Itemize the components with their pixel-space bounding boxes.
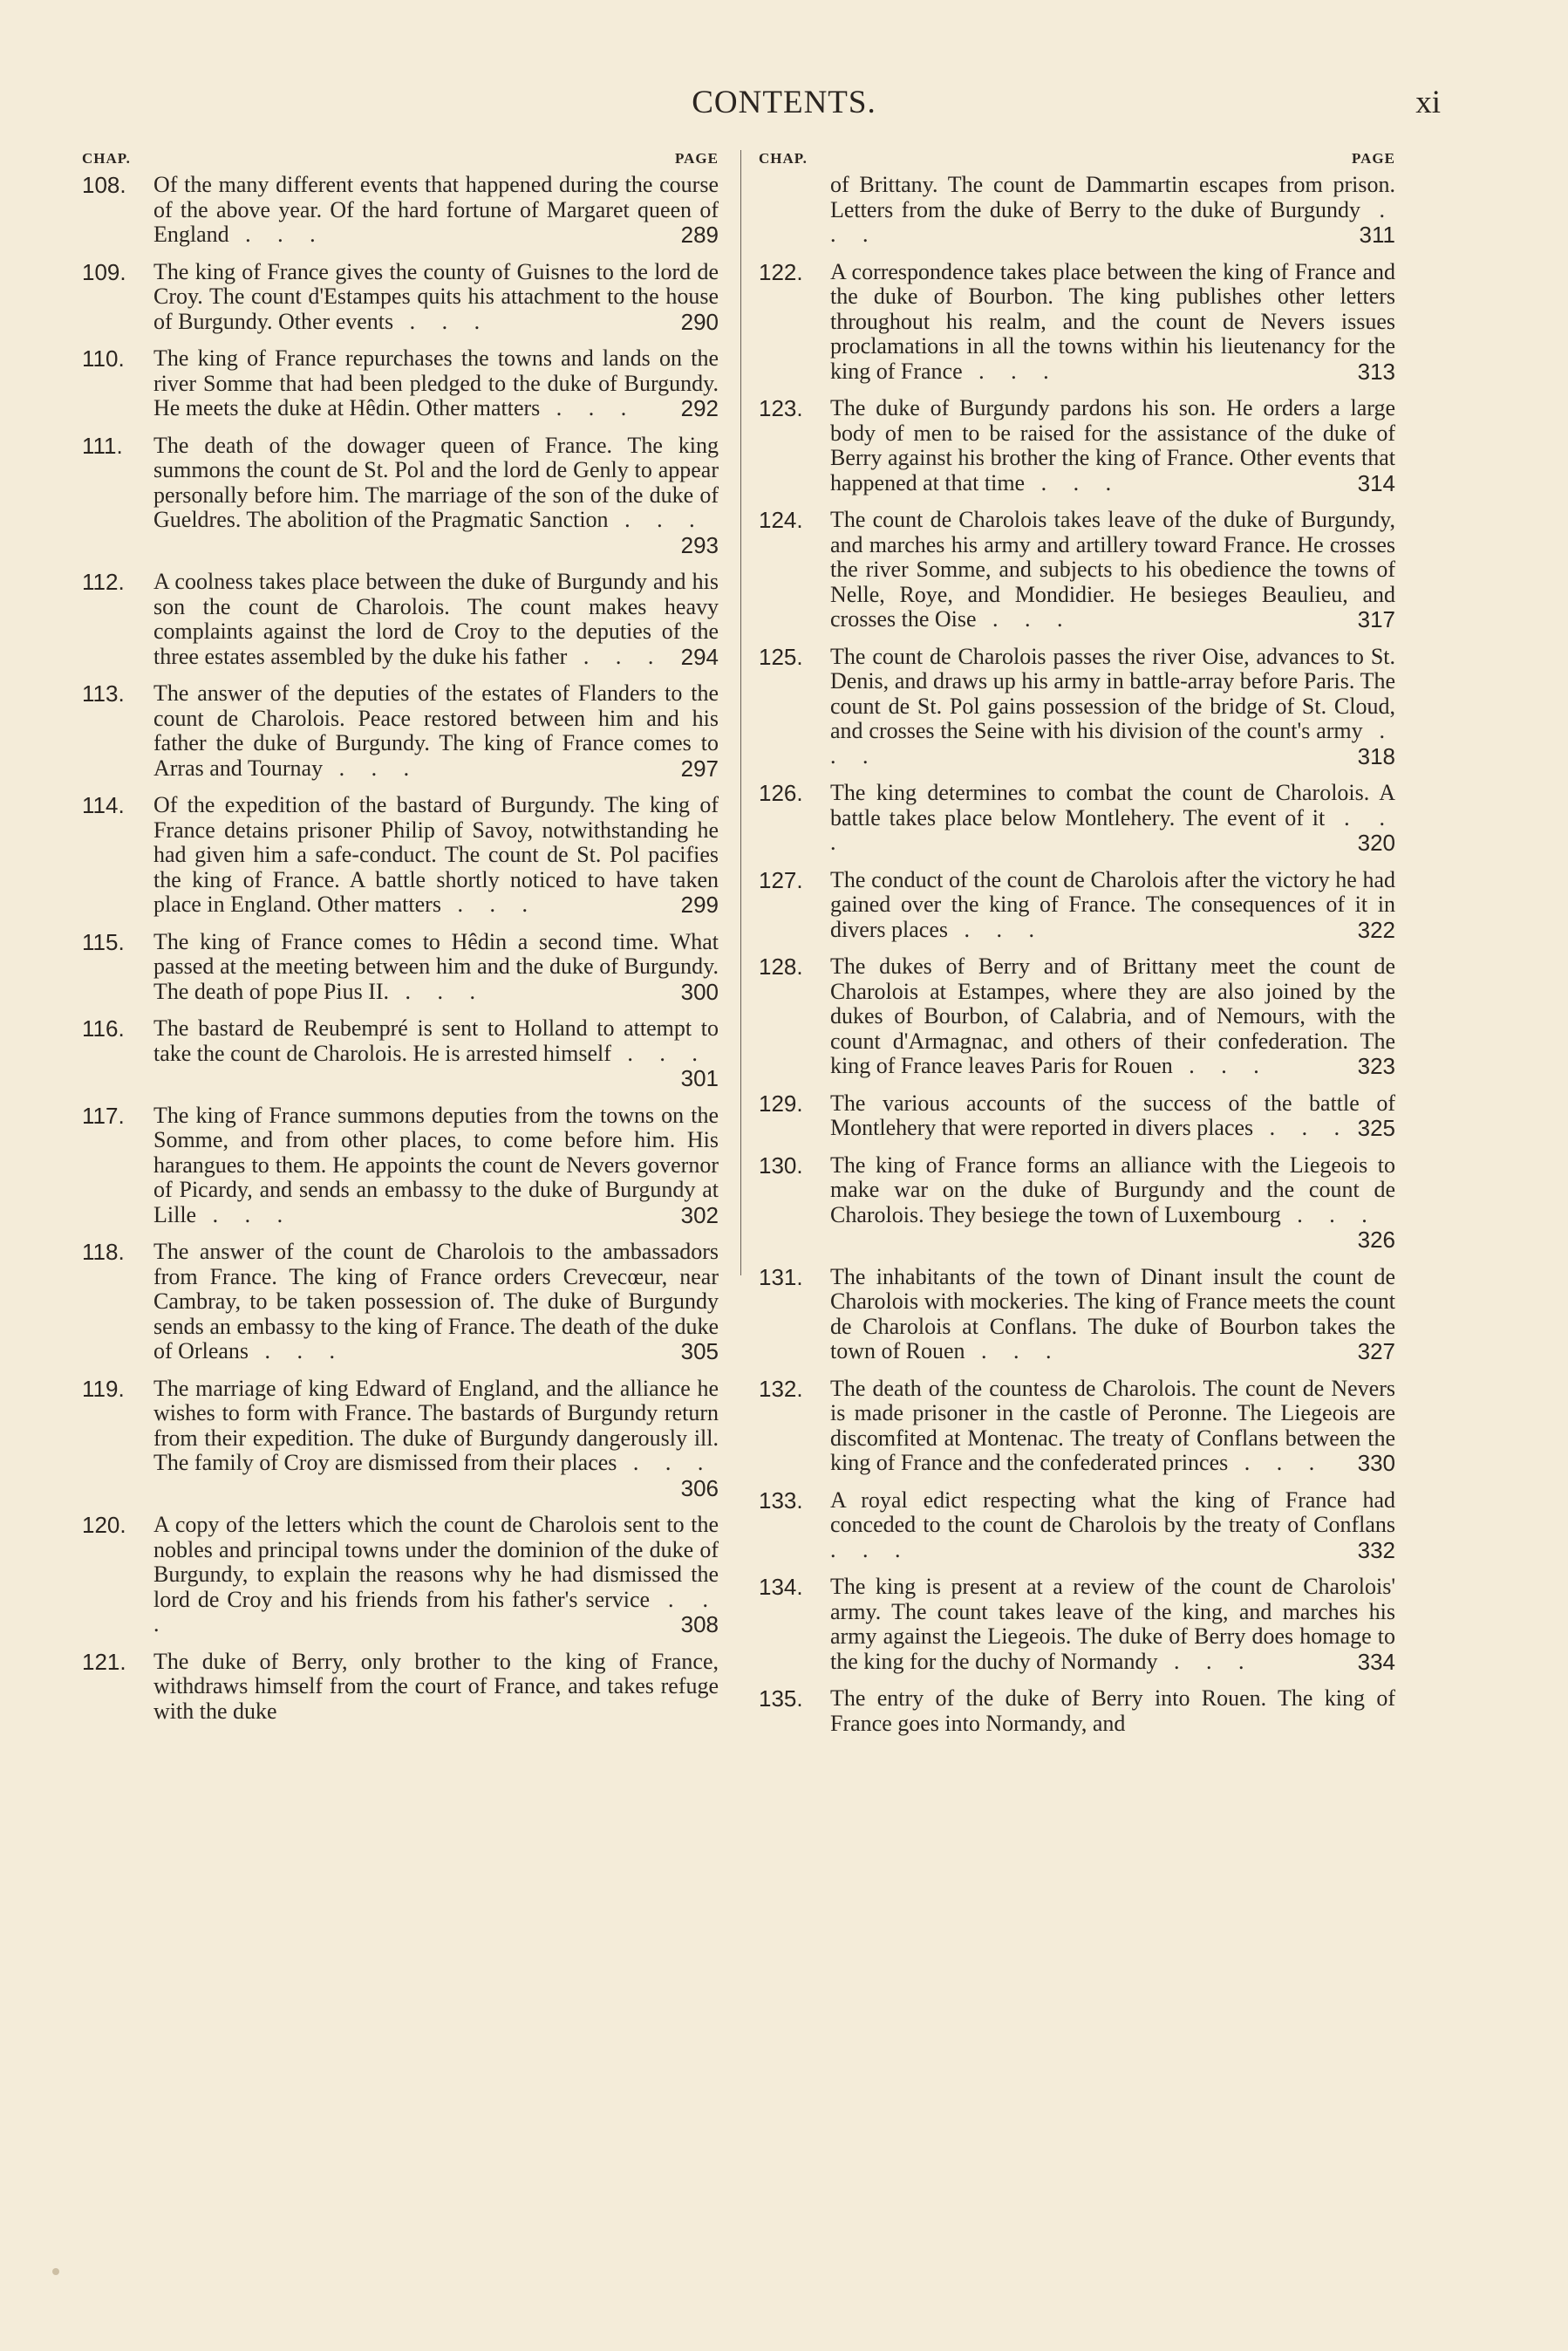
contents-entry xyxy=(759,781,1395,856)
summary-text: The entry of the duke of Berry into Rouen. The king of France goes into Normandy, and xyxy=(830,1685,1395,1736)
contents-entry xyxy=(82,1240,719,1364)
dot-leader: . . . xyxy=(948,916,1046,942)
summary-text: The death of the countess de Charolois. The count de Nevers is made prisoner in the castle of Peronne. The Liegeois are discomfited at Montenac. The treaty of Conflans between the king of France and the confederated princes xyxy=(830,1375,1395,1475)
chapter-number: 108. xyxy=(82,172,126,198)
summary-text: The king of France comes to Hêdin a second time. What passed at the meeting between him and the duke of Burgundy. The death of pope Pius II. xyxy=(153,928,719,1004)
chapter-number: 117. xyxy=(82,1102,125,1129)
chapter-summary xyxy=(153,1513,719,1637)
chapter-summary xyxy=(153,930,719,1005)
contents-entry xyxy=(759,1488,1395,1563)
contents-entry xyxy=(759,1686,1395,1736)
page-ref: 318 xyxy=(1357,742,1395,769)
chapter-summary xyxy=(830,1488,1395,1563)
contents-entry xyxy=(82,930,719,1005)
summary-text: The answer of the count de Charolois to the ambassadors from France. The king of France orders Crevecœur, near Cambray, to be taken possession of. The duke of Burgundy sends an embassy to the king of France. The death of the duke of Orleans xyxy=(153,1239,719,1363)
dot-leader: . . . xyxy=(830,718,1395,769)
chapter-summary xyxy=(830,1091,1395,1141)
chapter-number: 113. xyxy=(82,680,125,707)
chapter-summary xyxy=(153,1104,719,1228)
dot-leader: . . . xyxy=(540,395,637,420)
contents-entry xyxy=(82,434,719,558)
dot-leader: . . . xyxy=(1228,1450,1326,1475)
contents-entry xyxy=(759,1575,1395,1674)
summary-text: The dukes of Berry and of Brittany meet the count de Charolois at Estampes, where they are also joined by the dukes of Bourbon, of Calabria, and of Nemours, with the count d'Armagnac, and others of their confederation. The king of France leaves Paris for Rouen xyxy=(830,953,1395,1078)
page-ref: 305 xyxy=(680,1338,719,1364)
contents-entry xyxy=(759,1377,1395,1476)
summary-text: A coolness takes place between the duke of Burgundy and his son the count de Charolois. The count makes heavy complaints against the lord de Croy to the deputies of the three estates assembled by the duke his father xyxy=(153,569,719,669)
right-column xyxy=(759,150,1395,1748)
summary-text: Of the many different events that happened during the course of the above year. Of the hard fortune of Margaret queen of England xyxy=(153,172,719,247)
summary-text: The marriage of king Edward of England, and the alliance he wishes to form with France. The bastards of Burgundy return from their expedition. The duke of Burgundy dangerously ill. The family of Croy are dismissed from their places xyxy=(153,1375,719,1475)
chap-label: CHAP. xyxy=(82,150,131,167)
page-ref: 323 xyxy=(1357,1053,1395,1079)
summary-text: The king of France forms an alliance with the Liegeois to make war on the duke of Burgundy and the count de Charolois. They besiege the town of Luxembourg xyxy=(830,1152,1395,1227)
page-ref: 320 xyxy=(1357,830,1395,856)
summary-text: The count de Charolois passes the river Oise, advances to St. Denis, and draws up his army in battle-array before Paris. The count de St. Pol gains possession of the bridge of St. Cloud, and crosses the Seine with his division of the count's army xyxy=(830,643,1395,743)
chapter-number: 131. xyxy=(759,1263,803,1290)
chapter-summary xyxy=(153,1650,719,1725)
chapter-number: 129. xyxy=(759,1090,803,1117)
chapter-summary xyxy=(830,781,1395,856)
chapter-number: 120. xyxy=(82,1512,126,1538)
chapter-summary xyxy=(153,1240,719,1364)
dot-leader: . . . xyxy=(323,755,420,781)
contents-entry xyxy=(82,793,719,918)
chapter-number: 112. xyxy=(82,569,125,595)
dot-leader: . . . xyxy=(976,606,1074,632)
summary-text: A royal edict respecting what the king of France had conceded to the count de Charolois by the treaty of Conflans xyxy=(830,1486,1395,1537)
summary-text: The inhabitants of the town of Dinant insult the count de Charolois with mockeries. The king of France meets the count de Charolois at Conflans. The duke of Bourbon takes the town of Rouen xyxy=(830,1263,1395,1363)
chapter-number: 132. xyxy=(759,1375,803,1402)
contents-entry xyxy=(759,173,1395,248)
paper-stain xyxy=(52,2268,59,2275)
dot-leader: . . . xyxy=(389,978,487,1004)
chapter-number: 125. xyxy=(759,643,803,670)
dot-leader: . . . xyxy=(567,643,665,669)
page-ref: 326 xyxy=(1357,1227,1395,1253)
contents-entry xyxy=(759,508,1395,632)
contents-entry xyxy=(82,260,719,335)
summary-text: The duke of Berry, only brother to the king of France, withdraws himself from the court of France, and takes refuge with the duke xyxy=(153,1648,719,1724)
page-ref: 293 xyxy=(680,531,719,558)
page-number: xi xyxy=(1415,85,1441,120)
page-ref: 327 xyxy=(1357,1338,1395,1364)
chapter-number: 118. xyxy=(82,1239,125,1265)
dot-leader: . . . xyxy=(1253,1115,1351,1140)
dot-leader: . . . xyxy=(830,1536,911,1562)
chapter-number: 130. xyxy=(759,1152,803,1179)
summary-text: A copy of the letters which the count de Charolois sent to the nobles and principal towns under the dominion of the duke of Burgundy, to explain the reasons why he had dismissed the lord de Croy and his friends from his father's service xyxy=(153,1512,719,1612)
chapter-number: 111. xyxy=(82,432,123,459)
contents-entry xyxy=(759,954,1395,1079)
chapter-summary xyxy=(830,868,1395,943)
dot-leader: . . . xyxy=(1025,469,1122,495)
page-ref: 290 xyxy=(680,308,719,335)
summary-text: The death of the dowager queen of France. The king summons the count de St. Pol and the lord de Genly to appear personally before him. The marriage of the son of the duke of Gueldres. The abolition of the Pragmatic Sanction xyxy=(153,432,719,532)
chapter-number: 133. xyxy=(759,1486,803,1514)
page-label: PAGE xyxy=(1352,150,1395,167)
dot-leader: . . . xyxy=(153,1586,719,1637)
dot-leader: . . . xyxy=(965,1338,1062,1363)
chapter-number: 119. xyxy=(82,1375,125,1402)
summary-text: The king of France gives the county of Guisnes to the lord de Croy. The count d'Estampes quits his attachment to the house of Burgundy. Other events xyxy=(153,258,719,334)
contents-entry xyxy=(82,1104,719,1228)
dot-leader: . . . xyxy=(608,507,706,532)
page-ref: 294 xyxy=(680,643,719,670)
chapter-summary xyxy=(830,1377,1395,1476)
chapter-number: 128. xyxy=(759,953,803,980)
dot-leader: . . . xyxy=(228,222,326,247)
contents-entry xyxy=(82,1513,719,1637)
column-header xyxy=(759,150,1395,169)
page-ref: 334 xyxy=(1357,1648,1395,1675)
summary-text: The bastard de Reubempré is sent to Holland to attempt to take the count de Charolois. He is arrested himself xyxy=(153,1015,719,1066)
page-ref: 306 xyxy=(680,1474,719,1501)
dot-leader: . . . xyxy=(617,1450,714,1475)
chapter-number: 116. xyxy=(82,1015,125,1042)
contents-entry xyxy=(759,645,1395,769)
dot-leader: . . . xyxy=(830,804,1395,855)
left-column xyxy=(82,150,719,1736)
page-title: CONTENTS. xyxy=(692,85,876,120)
dot-leader: . . . xyxy=(393,308,491,334)
chapter-number: 121. xyxy=(82,1648,126,1675)
page-ref: 322 xyxy=(1357,916,1395,943)
contents-entry xyxy=(82,346,719,421)
contents-entry xyxy=(759,260,1395,385)
summary-text: The duke of Burgundy pardons his son. He orders a large body of men to be raised for the assistance of the duke of Berry against his brother the king of France. Other events that happened at that time xyxy=(830,395,1395,495)
chapter-summary xyxy=(830,1575,1395,1674)
column-header xyxy=(82,150,719,169)
summary-text: The king of France summons deputies from the towns on the Somme, and from other places, to come before him. His harangues to them. He appoints the count de Nevers governor of Picardy, and sends an embassy to the duke of Burgundy at Lille xyxy=(153,1102,719,1227)
chapter-summary xyxy=(153,434,719,558)
chapter-number: 124. xyxy=(759,507,803,533)
chapter-summary xyxy=(830,1686,1395,1736)
chapter-summary xyxy=(830,1153,1395,1253)
chapter-number: 122. xyxy=(759,258,803,285)
chapter-summary xyxy=(830,954,1395,1079)
page-ref: 330 xyxy=(1357,1450,1395,1476)
contents-entry xyxy=(759,1091,1395,1141)
summary-text: A correspondence takes place between the king of France and the duke of Bourbon. The king publishes other letters throughout his realm, and the count de Nevers issues proclamations in all the towns within his lieutenancy for the king of France xyxy=(830,258,1395,384)
page-ref: 311 xyxy=(1359,222,1395,248)
chapter-summary xyxy=(153,1016,719,1091)
contents-entry xyxy=(82,1650,719,1725)
dot-leader: . . . xyxy=(249,1338,346,1363)
chapter-summary xyxy=(830,396,1395,495)
chapter-number: 135. xyxy=(759,1685,803,1712)
dot-leader: . . . xyxy=(196,1201,294,1227)
chapter-number: 109. xyxy=(82,258,126,285)
chapter-summary xyxy=(830,1265,1395,1364)
chapter-number: 126. xyxy=(759,780,803,806)
page-ref: 292 xyxy=(680,395,719,421)
chapter-summary xyxy=(153,1377,719,1501)
chapter-number: 123. xyxy=(759,395,803,421)
dot-leader: . . . xyxy=(1157,1648,1255,1674)
chapter-summary xyxy=(830,173,1395,248)
contents-entry xyxy=(82,681,719,781)
summary-text: The count de Charolois takes leave of the duke of Burgundy, and marches his army and artillery toward France. He crosses the river Somme, and subjects to his obedience the towns of Nelle, Roye, and Mondidier. He besieges Beaulieu, and crosses the Oise xyxy=(830,507,1395,632)
chapter-summary xyxy=(153,346,719,421)
dot-leader: . . . xyxy=(440,892,538,917)
page-ref: 299 xyxy=(680,892,719,918)
chapter-number: 115. xyxy=(82,928,125,955)
chapter-summary xyxy=(153,681,719,781)
summary-text: The king of France repurchases the towns and lands on the river Somme that had been pledged to the duke of Burgundy. He meets the duke at Hêdin. Other matters xyxy=(153,345,719,420)
chapter-number: 114. xyxy=(82,792,125,818)
page-ref: 289 xyxy=(680,222,719,248)
contents-entry xyxy=(759,396,1395,495)
page-ref: 332 xyxy=(1357,1536,1395,1563)
page-ref: 300 xyxy=(680,978,719,1005)
summary-text: of Brittany. The count de Dammartin escapes from prison. Letters from the duke of Berry to the duke of Burgundy xyxy=(830,172,1395,222)
page-ref: 297 xyxy=(680,755,719,782)
page-label: PAGE xyxy=(675,150,719,167)
dot-leader: . . . xyxy=(610,1040,708,1066)
chapter-summary xyxy=(830,508,1395,632)
chapter-summary xyxy=(153,260,719,335)
contents-entry xyxy=(82,1377,719,1501)
chapter-summary xyxy=(830,645,1395,769)
page-ref: 314 xyxy=(1357,469,1395,496)
contents-entry xyxy=(82,1016,719,1091)
page-ref: 313 xyxy=(1357,358,1395,385)
contents-entry xyxy=(759,1153,1395,1253)
chapter-summary xyxy=(153,570,719,669)
dot-leader: . . . xyxy=(830,196,1396,247)
page-ref: 317 xyxy=(1357,606,1395,632)
column-divider xyxy=(740,150,741,1275)
summary-text: The conduct of the count de Charolois after the victory he had gained over the king of France. The consequences of it in divers places xyxy=(830,866,1395,942)
chapter-number: 127. xyxy=(759,866,803,893)
contents-entry xyxy=(759,868,1395,943)
summary-text: The various accounts of the success of the battle of Montlehery that were reported in divers places xyxy=(830,1090,1395,1140)
summary-text: The king is present at a review of the count de Charolois' army. The count takes leave of the king, and marches his army against the Liegeois. The duke of Berry does homage to the king for the duchy of Normandy xyxy=(830,1574,1395,1674)
dot-leader: . . . xyxy=(1280,1201,1378,1227)
chapter-number: 134. xyxy=(759,1574,803,1600)
page-ref: 325 xyxy=(1357,1115,1395,1141)
page-ref: 301 xyxy=(680,1065,719,1091)
summary-text: The king determines to combat the count de Charolois. A battle takes place below Montlehery. The event of it xyxy=(830,780,1395,830)
page-ref: 308 xyxy=(680,1611,719,1637)
contents-entry xyxy=(82,570,719,669)
contents-entry xyxy=(759,1265,1395,1364)
dot-leader: . . . xyxy=(1172,1053,1270,1078)
chap-label: CHAP. xyxy=(759,150,808,167)
summary-text: Of the expedition of the bastard of Burgundy. The king of France detains prisoner Philip of Savoy, notwithstanding he had given him a safe-conduct. The count de St. Pol pacifies the king of France. A battle shortly noticed to have taken place in England. Other matters xyxy=(153,792,719,917)
chapter-summary xyxy=(830,260,1395,385)
page-ref: 302 xyxy=(680,1201,719,1228)
chapter-summary xyxy=(153,793,719,918)
dot-leader: . . . xyxy=(962,358,1060,384)
contents-entry xyxy=(82,173,719,248)
chapter-summary xyxy=(153,173,719,248)
chapter-number: 110. xyxy=(82,345,125,372)
summary-text: The answer of the deputies of the estates of Flanders to the count de Charolois. Peace restored between him and his father the duke of Burgundy. The king of France comes to Arras and Tournay xyxy=(153,680,719,781)
